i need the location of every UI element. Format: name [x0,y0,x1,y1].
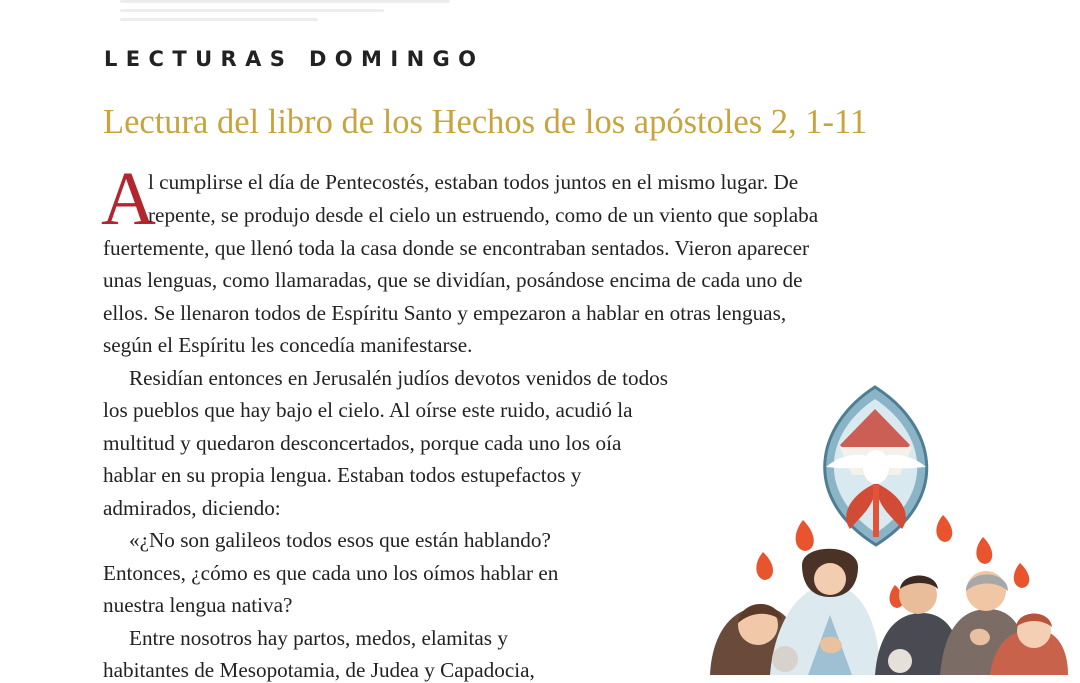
faded-header-artifact [120,0,450,22]
text-line: Residían entonces en Jerusalén judíos devotos venidos de todos [129,366,669,390]
text-line: según el Espíritu les concedía manifestarse. [103,333,473,357]
text-line: l cumplirse el día de Pentecostés, estaban todos juntos en el mismo lugar. De [148,170,799,194]
text-line: habitantes de Mesopotamia, de Judea y Capadocia, [103,658,535,682]
text-line: multitud y quedaron desconcertados, porque cada uno los oía [103,431,622,455]
dove-mandorla [825,387,927,545]
text-line: repente, se produjo desde el cielo un estruendo, como de un viento que soplaba [148,203,819,227]
text-line: Entonces, ¿cómo es que cada uno los oímos hablar en [103,561,559,585]
pentecost-illustration [690,385,1080,675]
section-label: LECTURAS DOMINGO [104,47,485,71]
text-line: nuestra lengua nativa? [103,593,293,617]
text-line: admirados, diciendo: [103,496,281,520]
text-line: Entre nosotros hay partos, medos, elamitas y [129,626,508,650]
drop-cap: A [101,157,156,241]
text-line: ellos. Se llenaron todos de Espíritu Santo y empezaron a hablar en otras lenguas, [103,301,787,325]
reading-title: Lectura del libro de los Hechos de los apóstoles 2, 1-11 [103,103,868,141]
text-line: los pueblos que hay bajo el cielo. Al oírse este ruido, acudió la [103,398,633,422]
text-line: fuertemente, que llenó toda la casa donde se encontraban sentados. Vieron aparecer [103,236,810,260]
text-line: hablar en su propia lengua. Estaban todos estupefactos y [103,463,582,487]
text-line: unas lenguas, como llamaradas, que se dividían, posándose encima de cada uno de [103,268,803,292]
text-line: «¿No son galileos todos esos que están hablando? [129,528,551,552]
